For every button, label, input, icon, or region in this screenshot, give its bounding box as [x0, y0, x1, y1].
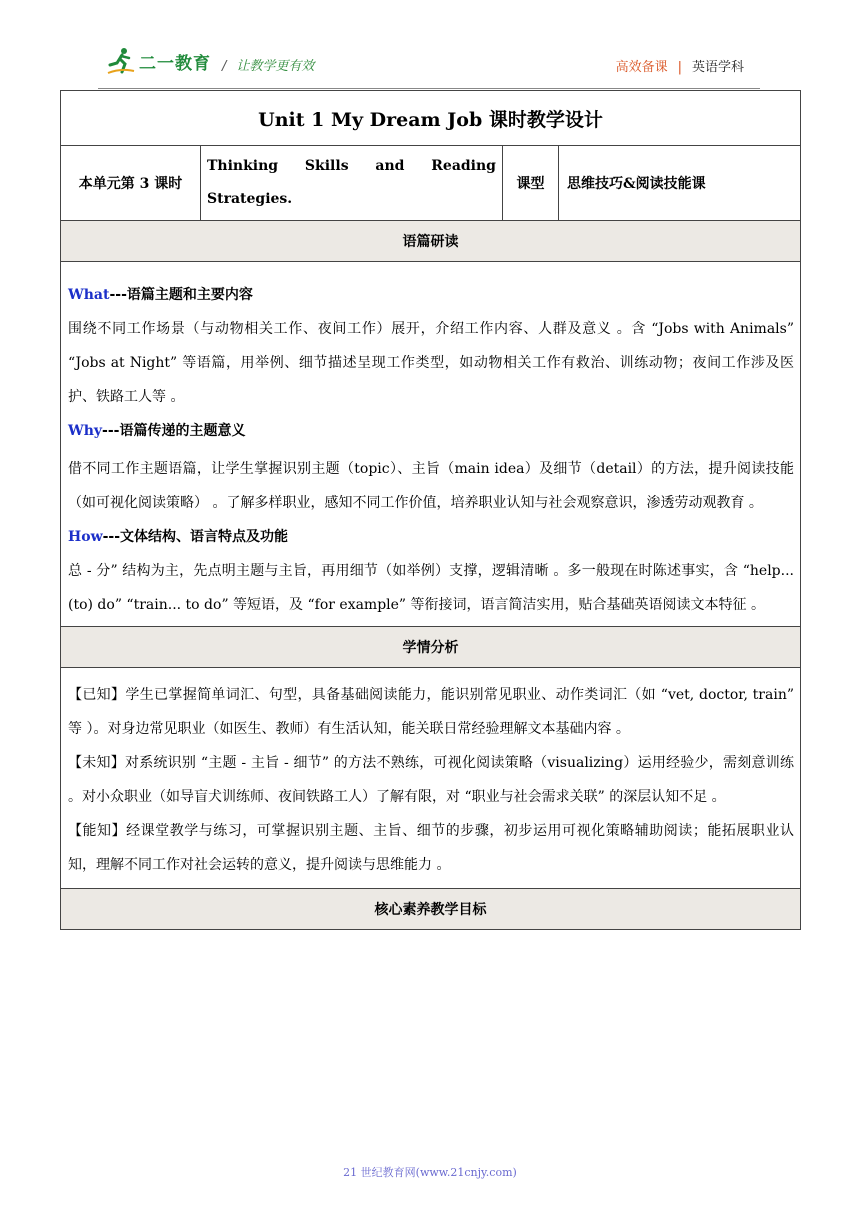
why-paragraph: 借不同工作主题语篇，让学生掌握识别主题（topic）、主旨（main idea）及细节（detail）的方法，提升阅读技能（如可视化阅读策略） 。了解多样职业，感知不同工作价值，培养职业认知与社会观察意识，渗透劳动观教育 。 [68, 461, 794, 511]
slogan-text: 让教学更有效 [236, 59, 315, 74]
why-title: ---语篇传递的主题意义 [102, 423, 246, 439]
what-keyword: What [68, 287, 110, 303]
why-subheading [68, 414, 794, 448]
how-paragraph: 总 - 分” 结构为主，先点明主题与主旨，再用细节（如举例）支撑，逻辑清晰 。多一般现在时陈述事实，含 “help... (to) do” “train... to do” 等短语，及 “for example” 等衔接词，语言简洁实用，贴合基础英语阅读文本特征 。 [68, 563, 794, 613]
topic-word: Skills [304, 158, 349, 174]
unknown-paragraph: 【未知】对系统识别 “主题 - 主旨 - 细节” 的方法不熟练，可视化阅读策略（visualizing）运用经验少，需刻意训练 。对小众职业（如导盲犬训练师、夜间铁路工人）了解有限，对 “职业与社会需求关联” 的深层认知不足 。 [68, 755, 794, 805]
section-heading-learner-analysis: 学情分析 [61, 627, 801, 668]
tag-efficient-prep: 高效备课 [615, 60, 668, 75]
learner-analysis-content [61, 668, 801, 889]
section-heading-text-analysis: 语篇研读 [61, 221, 801, 262]
what-title: ---语篇主题和主要内容 [109, 287, 253, 303]
logo [106, 46, 211, 76]
header-tags [616, 56, 744, 75]
tag-subject: 英语学科 [691, 60, 744, 75]
lesson-plan-table [60, 90, 801, 930]
text-analysis-content [61, 262, 801, 627]
topic-word: and [375, 158, 405, 174]
topic-word: Thinking [207, 158, 279, 174]
lesson-type-label: 课型 [503, 146, 559, 221]
document-title: Unit 1 My Dream Job 课时教学设计 [61, 91, 801, 146]
topic-line-2: Strategies. [207, 191, 293, 207]
logo-text: 二一教育 [139, 53, 211, 74]
how-subheading [68, 520, 794, 554]
lesson-type-value: 思维技巧&阅读技能课 [559, 146, 801, 221]
why-keyword: Why [68, 423, 103, 439]
what-subheading [68, 278, 794, 312]
lesson-info-row [61, 146, 801, 221]
what-paragraph: 围绕不同工作场景（与动物相关工作、夜间工作）展开，介绍工作内容、人群及意义 。含 “Jobs with Animals” “Jobs at Night” 等语篇，用举例、细节描述呈现工作类型，如动物相关工作有救治、训练动物；夜间工作涉及医护、铁路工人等 。 [68, 321, 794, 405]
runner-logo-icon [106, 46, 136, 76]
topic-word: Reading [431, 158, 496, 174]
how-title: ---文体结构、语言特点及功能 [102, 529, 289, 545]
page-header [0, 0, 860, 90]
lesson-number: 本单元第 3 课时 [61, 146, 201, 221]
lesson-topic [201, 146, 503, 221]
page-footer: 21 世纪教育网(www.21cnjy.com) [343, 1166, 517, 1179]
section-heading-core-objectives: 核心素养教学目标 [61, 889, 801, 930]
tag-separator: | [677, 60, 682, 75]
lesson-plan-document [60, 90, 800, 930]
able-paragraph: 【能知】经课堂教学与练习，可掌握识别主题、主旨、细节的步骤，初步运用可视化策略辅助阅读；能拓展职业认知，理解不同工作对社会运转的意义，提升阅读与思维能力 。 [68, 823, 794, 873]
slogan-slash: / [222, 59, 227, 74]
header-divider [98, 88, 760, 89]
known-paragraph: 【已知】学生已掌握简单词汇、句型，具备基础阅读能力，能识别常见职业、动作类词汇（如 “vet, doctor, train” 等 ）。对身边常见职业（如医生、教师）有生活认知，能关联日常经验理解文本基础内容 。 [68, 687, 794, 737]
slogan [222, 55, 314, 74]
how-keyword: How [68, 529, 103, 545]
